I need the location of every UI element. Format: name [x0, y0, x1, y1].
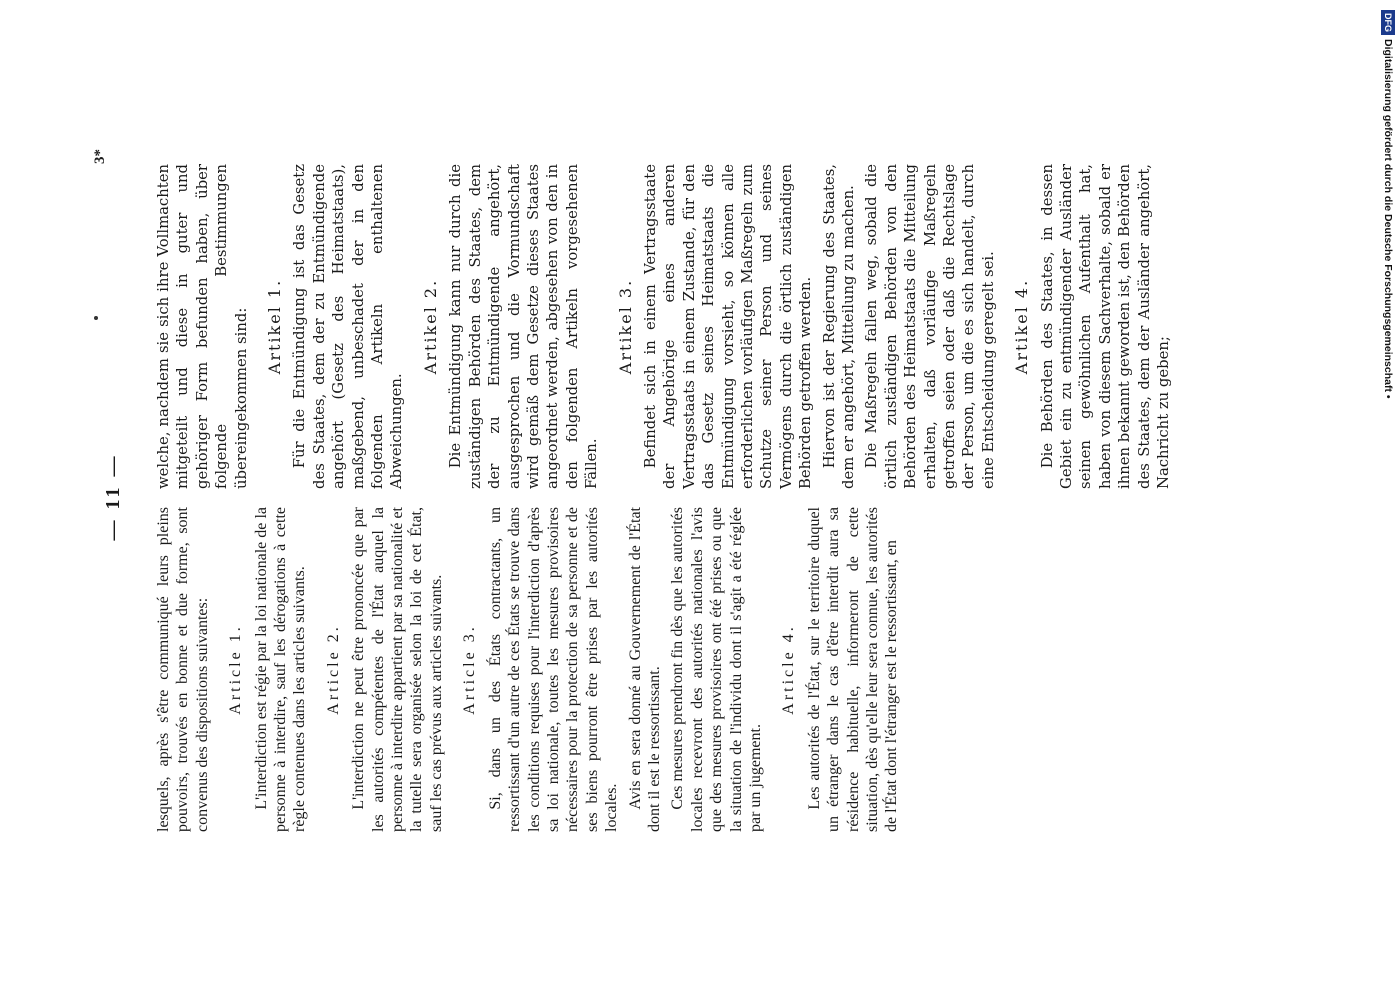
scan-speck — [94, 316, 98, 320]
german-article-2-text: Die Entmündigung kann nur durch die zuständigen Behörden des Staates, dem der zu Entmündigende angehört, ausgesprochen und die Vormundschaft wird gemäß dem Gesetze dieses Staates angeordnet werden, abgesehen von den in den folgenden Artikeln vorgesehenen Fällen. — [447, 164, 601, 489]
french-article-2-text: L'interdiction ne peut être prononcée que par les autorités compétentes de l'État auquel la personne à interdire appartient par sa nationalité et la tutelle sera organisée selon la loi de cet État, sauf les cas prévus aux articles suivants. — [350, 507, 445, 832]
german-column — [154, 164, 1174, 489]
german-article-3-text-1: Befindet sich in einem Vertragsstaate der Angehörige eines anderen Vertragsstaats in einem Zustande, für den das Gesetz seines Heimatstaats die Entmündigung vorsieht, so können alle erforderlichen vorläufigen Maßregeln zum Schutze seiner Person und seines Vermögens durch die örtlich zuständigen Behörden getroffen werden. — [641, 164, 815, 489]
german-article-3-title: Artikel 3. — [615, 278, 635, 375]
credit-line — [1380, 10, 1396, 399]
german-article-1-title: Artikel 1. — [265, 278, 285, 375]
french-article-3-title: Article 3. — [461, 624, 479, 715]
german-article-3-text-2: Hiervon ist der Regierung des Staates, dem er angehört, Mitteilung zu machen. — [820, 164, 857, 489]
french-article-4-title: Article 4. — [780, 624, 798, 715]
french-article-4-text: Les autorités de l'État, sur le territoire duquel un étranger dans le cas d'être interdit aura sa résidence habituelle, informeront de cette situation, dès qu'elle leur sera connue, les autorités de l'État dont l'étranger est le ressortissant, en — [805, 507, 901, 832]
german-intro: welche, nachdem sie sich ihre Vollmachten mitgeteilt und diese in guter und gehöriger Form befunden haben, über folgende Bestimmungen übereingekommen sind: — [155, 164, 250, 489]
dfg-logo: DFG — [1381, 10, 1395, 35]
german-article-3-text-3: Die Maßregeln fallen weg, sobald die örtlich zuständigen Behörden von den Behörden des Heimatstaats die Mitteilung erhalten, daß vorläufige Maßregeln getroffen seien oder daß die Rechtslage der Person, um die es sich handelt, durch eine Entscheidung geregelt sei. — [863, 164, 997, 489]
french-intro: lesquels, après s'être communiqué leurs pleins pouvoirs, trouvés en bonne et due forme, sont convenus des dispositions suivantes: — [155, 507, 211, 832]
rotated-page — [92, 149, 1173, 832]
german-article-4-title: Artikel 4. — [1012, 278, 1032, 375]
french-article-3-text-1: Si, dans un des États contractants, un ressortissant d'un autre de ces États se trouve dans les conditions requises pour l'interdiction d'après sa loi nationale, toutes les mesures provisoires nécessaires pour la protection de sa personne et de ses biens pourront être prises par les autorités locales. — [486, 507, 621, 832]
german-article-1-text: Für die Entmündigung ist das Gesetz des Staates, dem der zu Entmündigende angehört (Gesetz des Heimatstaats), maßgebend, unbeschadet der in den folgenden Artikeln enthaltenen Abweichungen. — [291, 164, 406, 489]
french-article-2-title: Article 2. — [324, 624, 342, 715]
french-article-3-text-2: Avis en sera donné au Gouvernement de l'État dont il est le ressortissant. — [626, 507, 663, 832]
french-article-1-text: L'interdiction est régie par la loi nationale de la personne à interdire, sauf les dérogations à cette règle contenues dans les articles suivants. — [252, 507, 309, 832]
credit-text: Digitalisierung gefördert durch die Deutsche Forschungsgemeinschaft • — [1382, 39, 1394, 399]
french-column — [154, 507, 902, 832]
german-article-2-title: Artikel 2. — [420, 278, 440, 375]
page-number: — 11 — — [102, 453, 124, 541]
french-article-1-title: Article 1. — [227, 624, 245, 715]
digitization-credit — [1364, 10, 1394, 399]
french-article-3-text-3: Ces mesures prendront fin dès que les autorités locales recevront des autorités nationales l'avis que des mesures provisoires ont été prises ou que la situation de l'individu dont il s'agit a été réglée par un jugement. — [669, 507, 764, 832]
german-article-4-text: Die Behörden des Staates, in dessen Gebiet ein zu entmündigender Ausländer seinen gewöhnlichen Aufenthalt hat, haben von diesem Sachverhalte, sobald er ihnen bekannt geworden ist, den Behörden des Staates, dem der Ausländer angehört, Nachricht zu geben; — [1038, 164, 1173, 489]
signature-mark: 3* — [92, 149, 108, 164]
